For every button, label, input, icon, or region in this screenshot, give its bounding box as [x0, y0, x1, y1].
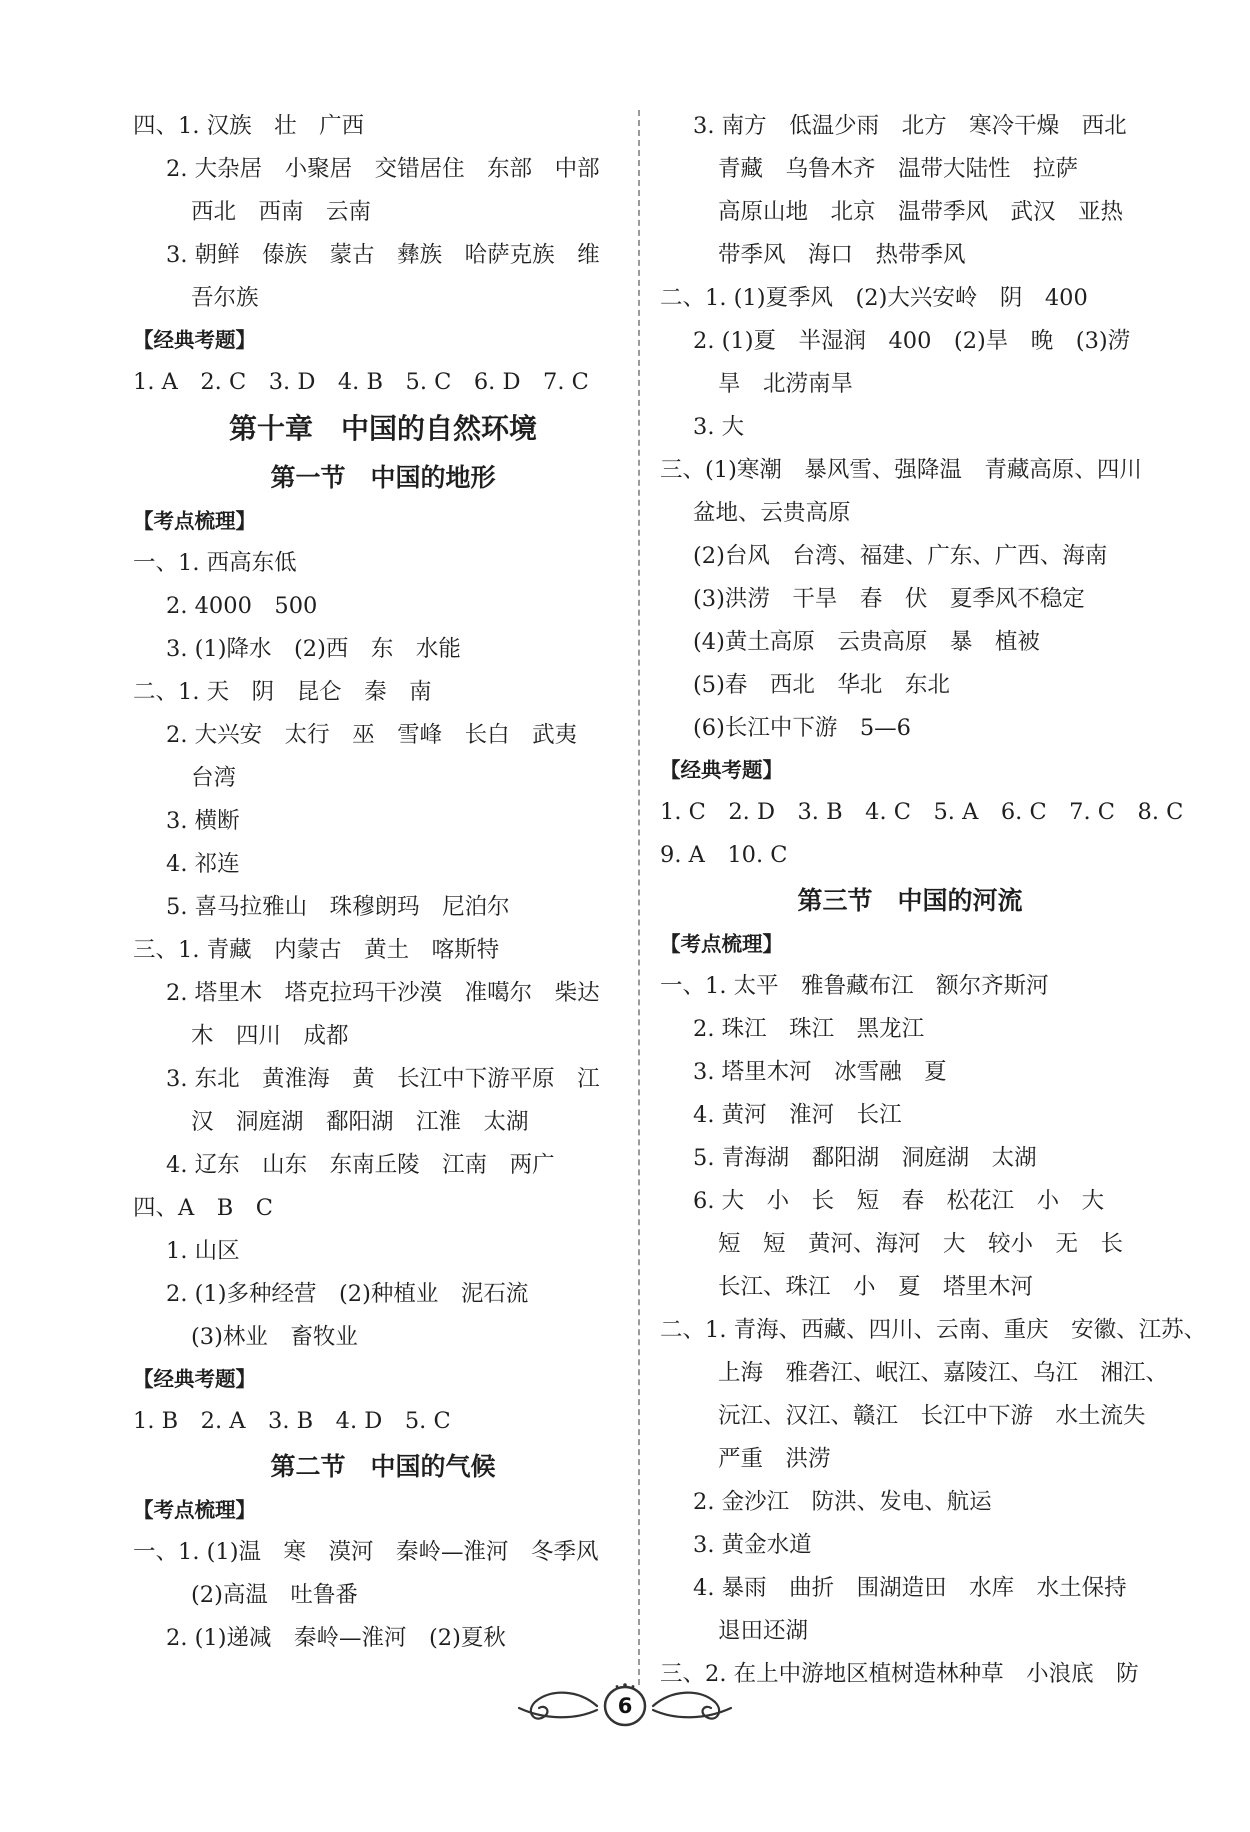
text-line: 2. 塔里木 塔克拉玛干沙漠 准噶尔 柴达 [166, 980, 600, 1006]
text-line: (2)高温 吐鲁番 [191, 1582, 358, 1608]
text-line: 3. 塔里木河 冰雪融 夏 [693, 1059, 947, 1085]
text-line: (3)林业 畜牧业 [191, 1324, 358, 1350]
section-label: 【经典考题】 [660, 758, 783, 782]
text-line: 2. 大兴安 太行 巫 雪峰 长白 武夷 [166, 722, 578, 748]
text-line: (6)长江中下游 5—6 [693, 715, 912, 741]
left-column [133, 105, 633, 1660]
text-line: (3)洪涝 干旱 春 伏 夏季风不稳定 [693, 586, 1085, 612]
text-line: 三、2. 在上中游地区植树造林种草 小浪底 防 [660, 1661, 1139, 1687]
section-label: 【经典考题】 [133, 1367, 256, 1391]
text-line: 二、1. 天 阴 昆仑 秦 南 [133, 679, 432, 705]
text-line: 6. 大 小 长 短 春 松花江 小 大 [693, 1188, 1105, 1214]
text-line: 四、A B C [133, 1195, 273, 1221]
text-line: 3. 黄金水道 [693, 1532, 812, 1558]
text-line: 带季风 海口 热带季风 [718, 242, 966, 268]
text-line: 四、1. 汉族 壮 广西 [133, 113, 365, 139]
text-line: 沅江、汉江、赣江 长江中下游 水土流失 [718, 1403, 1146, 1429]
text-line: 西北 西南 云南 [191, 199, 372, 225]
text-line: 木 四川 成都 [191, 1023, 349, 1049]
text-line: 青藏 乌鲁木齐 温带大陆性 拉萨 [718, 156, 1079, 182]
text-line: 3. 朝鲜 傣族 蒙古 彝族 哈萨克族 维 [166, 242, 600, 268]
text-line: 盆地、云贵高原 [693, 500, 851, 526]
text-line: 3. 大 [693, 414, 745, 440]
section-label: 【考点梳理】 [660, 932, 783, 956]
section-label: 【考点梳理】 [133, 1498, 256, 1522]
text-line: (4)黄土高原 云贵高原 暴 植被 [693, 629, 1040, 655]
text-line: 旱 北涝南旱 [718, 371, 854, 397]
text-line: 三、(1)寒潮 暴风雪、强降温 青藏高原、四川 [660, 457, 1142, 483]
text-line: 4. 黄河 淮河 长江 [693, 1102, 902, 1128]
text-line: 3. (1)降水 (2)西 东 水能 [166, 636, 461, 662]
text-line: 2. 4000 500 [166, 593, 318, 619]
text-line: 长江、珠江 小 夏 塔里木河 [718, 1274, 1034, 1300]
text-line: 一、1. (1)温 寒 漠河 秦岭—淮河 冬季风 [133, 1539, 599, 1565]
text-line: 1. A 2. C 3. D 4. B 5. C 6. D 7. C [133, 369, 589, 395]
section-title: 第一节 中国的地形 [270, 463, 496, 492]
right-column [660, 105, 1207, 1696]
text-line: (5)春 西北 华北 东北 [693, 672, 950, 698]
chapter-title: 第十章 中国的自然环境 [228, 412, 537, 445]
text-line: 短 短 黄河、海河 大 较小 无 长 [718, 1231, 1124, 1257]
text-line: 2. (1)多种经营 (2)种植业 泥石流 [166, 1281, 529, 1307]
text-line: 上海 雅砻江、岷江、嘉陵江、乌江 湘江、 [718, 1360, 1169, 1386]
text-line: 9. A 10. C [660, 842, 788, 868]
section-title: 第三节 中国的河流 [797, 886, 1023, 915]
text-line: (2)台风 台湾、福建、广东、广西、海南 [693, 543, 1108, 569]
text-line: 1. 山区 [166, 1238, 240, 1264]
text-line: 3. 南方 低温少雨 北方 寒冷干燥 西北 [693, 113, 1127, 139]
page-footer [505, 1680, 745, 1730]
text-line: 1. B 2. A 3. B 4. D 5. C [133, 1408, 451, 1434]
text-line: 3. 东北 黄淮海 黄 长江中下游平原 江 [166, 1066, 600, 1092]
text-line: 2. (1)夏 半湿润 400 (2)旱 晚 (3)涝 [693, 328, 1131, 354]
section-label: 【经典考题】 [133, 328, 256, 352]
text-line: 4. 暴雨 曲折 围湖造田 水库 水土保持 [693, 1575, 1127, 1601]
text-line: 退田还湖 [718, 1618, 809, 1644]
column-divider [638, 110, 640, 1685]
text-line: 台湾 [191, 765, 237, 791]
text-line: 2. 珠江 珠江 黑龙江 [693, 1016, 925, 1042]
text-line: 二、1. 青海、西藏、四川、云南、重庆 安徽、江苏、 [660, 1317, 1207, 1343]
text-line: 汉 洞庭湖 鄱阳湖 江淮 太湖 [191, 1109, 529, 1135]
text-line: 2. (1)递减 秦岭—淮河 (2)夏秋 [166, 1625, 506, 1651]
text-line: 二、1. (1)夏季风 (2)大兴安岭 阴 400 [660, 285, 1088, 311]
section-label: 【考点梳理】 [133, 509, 256, 533]
text-line: 4. 祁连 [166, 851, 240, 877]
text-line: 5. 青海湖 鄱阳湖 洞庭湖 太湖 [693, 1145, 1037, 1171]
text-line: 2. 大杂居 小聚居 交错居住 东部 中部 [166, 156, 600, 182]
text-line: 三、1. 青藏 内蒙古 黄土 喀斯特 [133, 937, 500, 963]
text-line: 2. 金沙江 防洪、发电、航运 [693, 1489, 992, 1515]
text-line: 吾尔族 [191, 285, 259, 311]
page-number: 6 [617, 1694, 633, 1718]
text-line: 1. C 2. D 3. B 4. C 5. A 6. C 7. C 8. C [660, 799, 1184, 825]
text-line: 5. 喜马拉雅山 珠穆朗玛 尼泊尔 [166, 894, 510, 920]
text-line: 严重 洪涝 [718, 1446, 831, 1472]
text-line: 高原山地 北京 温带季风 武汉 亚热 [718, 199, 1124, 225]
text-line: 一、1. 太平 雅鲁藏布江 额尔齐斯河 [660, 973, 1049, 999]
section-title: 第二节 中国的气候 [270, 1452, 496, 1481]
text-line: 4. 辽东 山东 东南丘陵 江南 两广 [166, 1152, 555, 1178]
text-line: 3. 横断 [166, 808, 240, 834]
text-line: 一、1. 西高东低 [133, 550, 297, 576]
